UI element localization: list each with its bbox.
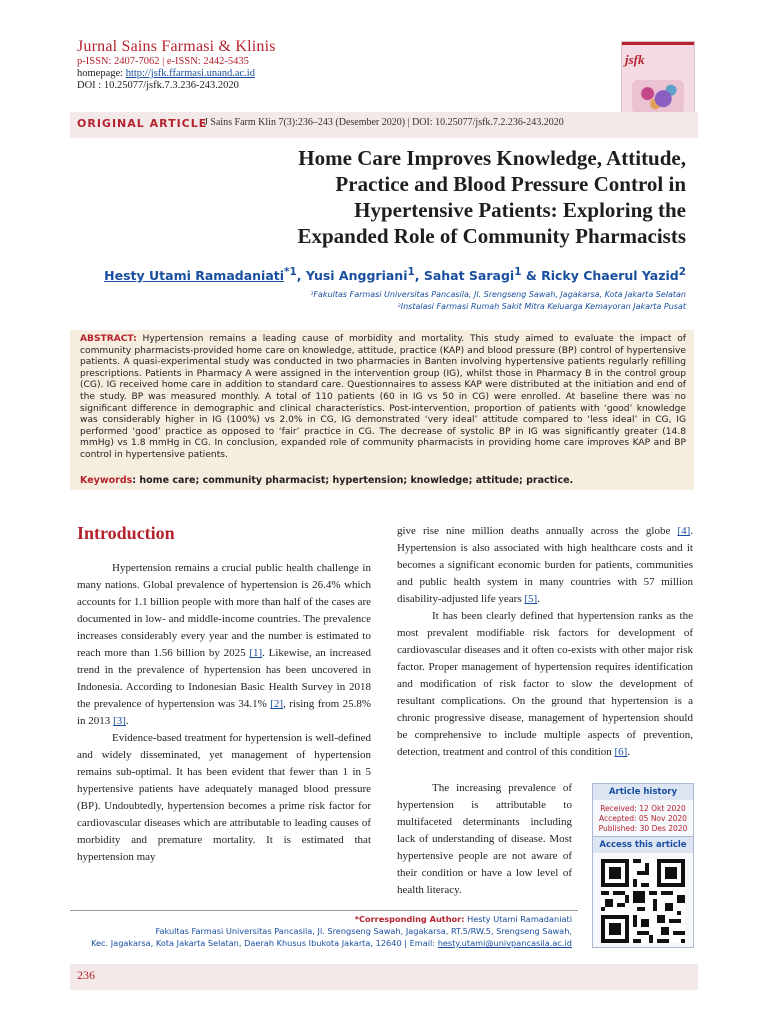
corresponding-author-label: *Corresponding Author: bbox=[354, 914, 465, 924]
text: give rise nine million deaths annually across the globe bbox=[397, 525, 678, 537]
qr-code-icon[interactable] bbox=[601, 859, 685, 943]
body-column-right bbox=[397, 523, 693, 761]
ref-link[interactable]: [4] bbox=[677, 525, 691, 537]
corresponding-address-2 bbox=[52, 938, 572, 949]
text: . bbox=[125, 715, 129, 727]
cover-artwork bbox=[632, 80, 684, 114]
paper-title bbox=[70, 145, 686, 249]
text: . bbox=[627, 746, 631, 758]
text: . Hypertension is also associated with high healthcare costs and it becomes a significant economic burden for patients, communities and public health system in many countries with 57 million disability-adjusted life years bbox=[397, 525, 693, 605]
author-sup: 1 bbox=[514, 266, 522, 278]
paragraph bbox=[397, 523, 693, 608]
corresponding-address-1: Fakultas Farmasi Universitas Pancasila, Jl. Srengseng Sawah, Jagakarsa, RT.5/RW.5, Srengseng Sawah, bbox=[155, 926, 572, 936]
access-article-box bbox=[592, 836, 694, 948]
corresponding-author-name: Hesty Utami Ramadaniati bbox=[464, 914, 572, 924]
author-sup: 1 bbox=[407, 266, 415, 278]
body-column-right-narrow bbox=[397, 780, 572, 899]
text: It has been clearly defined that hypertension ranks as the most prevalent modifiable risk factors for development of cardiovascular diseases and it often co-exists with other major risk factor. Proper management of hypertension requires identification and modification of risk factor to slow the development of resultant complications. On the ground that hypertension is a chronic progressive disease, management of hypertension should be comprehensive to include multiple aspects of prevention, detection, treatment and control of this condition bbox=[397, 610, 693, 758]
body-column-left bbox=[77, 560, 371, 866]
ref-link[interactable]: [6] bbox=[614, 746, 628, 758]
text: . Likewise, an increased trend in the prevalence of hypertension has been uncovered in Indonesia. According to Indonesian Basic Health Survey in 2018 the prevalence of hypertension was 34.1% bbox=[77, 647, 372, 710]
author-2: , Yusi Anggriani bbox=[296, 268, 408, 284]
issn-line: p-ISSN: 2407-7062 | e-ISSN: 2442-5435 bbox=[77, 56, 249, 67]
footer-divider bbox=[70, 910, 578, 911]
citation-line: J Sains Farm Klin 7(3):236–243 (Desember 2020) | DOI: 10.25077/jsfk.7.2.236-243.2020 bbox=[204, 117, 564, 128]
article-history-box bbox=[592, 783, 694, 840]
affiliation-1: ¹Fakultas Farmasi Universitas Pancasila, Jl. Srengseng Sawah, Jagakarsa, Kota Jakarta Selatan bbox=[310, 290, 686, 299]
article-type-label: ORIGINAL ARTICLE bbox=[77, 117, 208, 130]
author-list bbox=[70, 266, 686, 283]
author-sup: 2 bbox=[678, 266, 686, 278]
page-number: 236 bbox=[77, 968, 95, 982]
abstract-body: Hypertension remains a leading cause of morbidity and mortality. This study aimed to evaluate the impact of community pharmacists-provided home care on knowledge, attitude, practice (KAP) and blood pressure (BP) control of hypertensive patients. A quasi-experimental study was conducted in two pharmacies in Banten involving hypertensive patients regularly refilling prescriptions. Patients in Pharmacy A were assigned in the intervention group (IG), whilst those in Pharmacy B in the control group (CG). IG received home care in addition to standard care. Questionnaires to assess KAP were distributed at the initiation and end of the study. BP was measured monthly. A total of 110 patients (60 in IG vs 50 in CG) were enrolled. At baseline there was no significant difference in demographic and clinical characteristics. Post-intervention, proportion of patients with ‘good’ knowledge was considerably higher in IG (100%) vs 2.0% in CG, IG demonstrated ‘very ideal’ attitude compared to ‘less ideal’ in CG, IG performed ‘good’ practice as opposed to ‘fair’ practice in CG. The decrease of systolic BP in IG was significantly greater (14.8 mmHg) vs 1.8 mmHg in CG. In conclusion, expanded role of community pharmacists in providing home care improves KAP and BP control in hypertensive patients. bbox=[80, 334, 686, 460]
homepage-link[interactable]: http://jsfk.ffarmasi.unand.ac.id bbox=[125, 68, 255, 79]
page-footer-band bbox=[70, 964, 698, 990]
title-line-3: Hypertensive Patients: Exploring the bbox=[354, 198, 686, 222]
received-date: Received: 12 Okt 2020 bbox=[600, 804, 686, 813]
abstract bbox=[80, 334, 686, 462]
text: Hypertension remains a crucial public health challenge in many nations. Global prevalence of hypertension is 26.4% which accounts for 1.1 billion people with more than half of the cases are documented in low- and middle-income countries. The prevalence increases considerably every year and the number is estimated to reach more than 1.56 billion by 2025 bbox=[77, 562, 371, 659]
address-text: Kec. Jagakarsa, Kota Jakarta Selatan, Daerah Khusus Ibukota Jakarta, 12640 | Email: bbox=[91, 938, 438, 948]
cover-logo: jsfk bbox=[625, 52, 645, 67]
author-4: & Ricky Chaerul Yazid bbox=[521, 268, 679, 284]
homepage-line bbox=[77, 68, 255, 80]
accepted-date: Accepted: 05 Nov 2020 bbox=[599, 814, 687, 823]
affiliation-2: ²Instalasi Farmasi Rumah Sakit Mitra Keluarga Kemayoran Jakarta Pusat bbox=[397, 302, 686, 311]
published-date: Published: 30 Des 2020 bbox=[598, 824, 688, 833]
ref-link[interactable]: [2] bbox=[270, 698, 284, 710]
title-line-1: Home Care Improves Knowledge, Attitude, bbox=[298, 146, 686, 170]
journal-name: Jurnal Sains Farmasi & Klinis bbox=[77, 38, 276, 55]
keywords bbox=[80, 475, 686, 486]
title-line-2: Practice and Blood Pressure Control in bbox=[335, 172, 686, 196]
paragraph: The increasing prevalence of hypertension is attributable to multifaceted determinants including lack of understanding of disease. Most hypertensive people are not aware of their condition or have a low level of health literacy. bbox=[397, 782, 572, 896]
ref-link[interactable]: [5] bbox=[524, 593, 538, 605]
author-3: , Sahat Saragi bbox=[414, 268, 515, 284]
ref-link[interactable]: [3] bbox=[113, 715, 126, 727]
section-heading-introduction: Introduction bbox=[77, 523, 175, 543]
paragraph bbox=[397, 608, 693, 761]
author-sup: *1 bbox=[284, 266, 297, 278]
corresponding-author bbox=[52, 914, 572, 925]
access-article-title: Access this article bbox=[593, 837, 693, 853]
ref-link[interactable]: [1] bbox=[249, 647, 263, 659]
article-history-title: Article history bbox=[593, 784, 693, 800]
homepage-label: homepage: bbox=[77, 68, 126, 79]
doi-line: DOI : 10.25077/jsfk.7.3.236-243.2020 bbox=[77, 80, 239, 91]
title-line-4: Expanded Role of Community Pharmacists bbox=[297, 224, 686, 248]
keywords-list: : home care; community pharmacist; hypertension; knowledge; attitude; practice. bbox=[132, 475, 574, 486]
abstract-label: ABSTRACT: bbox=[80, 334, 137, 344]
email-link[interactable]: hesty.utami@univpancasila.ac.id bbox=[437, 938, 572, 948]
paragraph bbox=[77, 560, 371, 730]
first-author[interactable]: Hesty Utami Ramadaniati bbox=[104, 268, 285, 284]
text: . bbox=[537, 593, 540, 605]
cover-top-bar bbox=[622, 42, 694, 45]
text: , rising from 25.8% in 2013 bbox=[77, 698, 371, 727]
paragraph: Evidence-based treatment for hypertension is well-defined and widely disseminated, yet management of hypertension remains sub-optimal. It has been evident that fewer than 1 in 5 hypertensive patients have adequately managed blood pressure (BP). Undoubtedly, hypertension becomes a prime risk factor for cardiovascular diseases which are attributable to leading causes of morbidity and premature mortality. It is estimated that hypertension may bbox=[77, 732, 371, 863]
keywords-label: Keywords bbox=[80, 475, 133, 486]
